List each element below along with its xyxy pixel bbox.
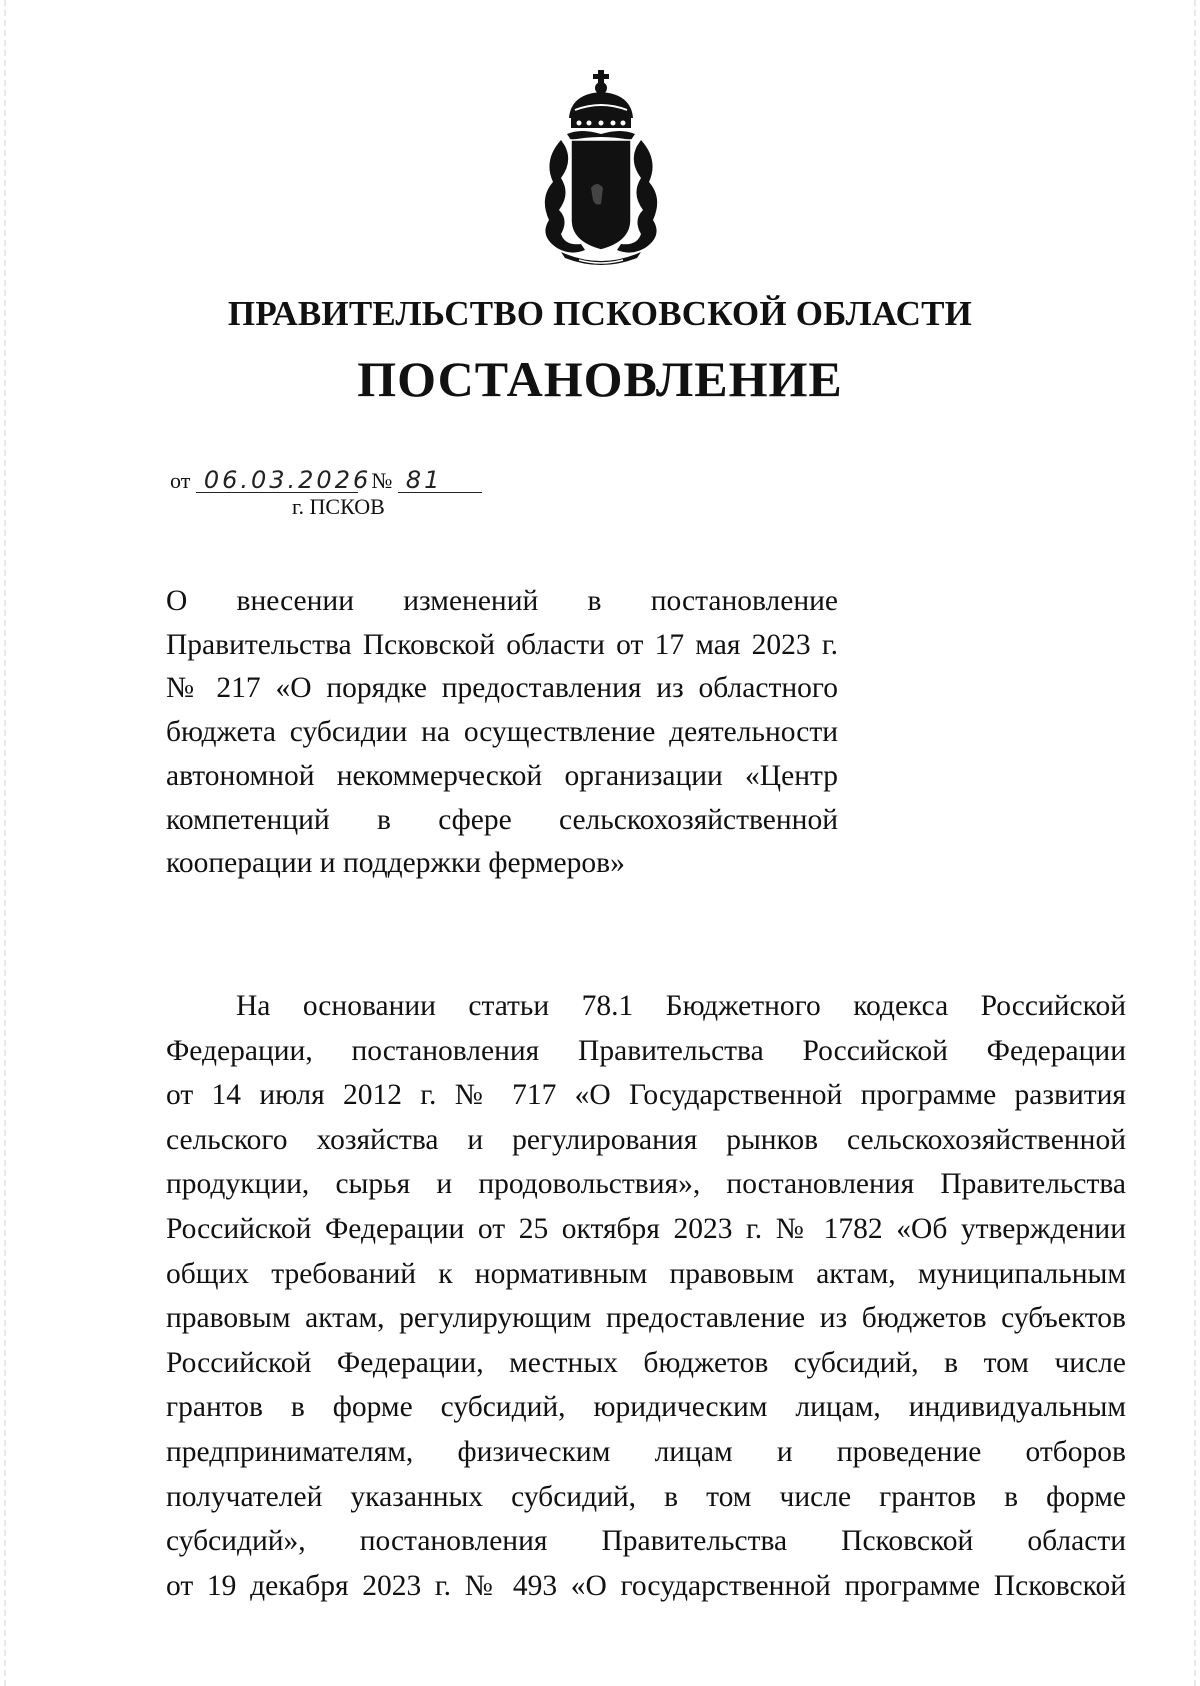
body-line: субсидий», постановления Правительства Псковской области (166, 1525, 1126, 1558)
document-type-title: ПОСТАНОВЛЕНИЕ (357, 351, 843, 407)
subject-line: компетенций в сфере сельскохозяйственной (166, 803, 838, 836)
date-prefix-label: от (170, 468, 191, 493)
document-body (166, 984, 1126, 1608)
body-line: предпринимателям, физическим лицам и проведение отборов (166, 1435, 1126, 1468)
handwritten-number: 81 (398, 468, 482, 493)
subject-line: кооперации и поддержки фермеров» (166, 847, 625, 880)
registration-line (170, 468, 482, 494)
body-line: грантов в форме субсидий, юридическим лицам, индивидуальным (166, 1391, 1126, 1424)
scan-edge-left (4, 0, 6, 1686)
body-line: На основании статьи 78.1 Бюджетного кодекса Российской (236, 990, 1126, 1022)
handwritten-date: 06.03.2026 (196, 468, 358, 493)
body-line: Российской Федерации от 25 октября 2023 г. № 1782 «Об утверждении (166, 1212, 1126, 1245)
subject-line: автономной некоммерческой организации «Центр (166, 759, 838, 792)
body-line: Российской Федерации, местных бюджетов субсидий, в том числе (166, 1346, 1126, 1379)
body-line: правовым актам, регулирующим предоставление из бюджетов субъектов (166, 1302, 1126, 1335)
number-sign-label: № (371, 468, 393, 493)
subject-line: бюджета субсидии на осуществление деятельности (166, 716, 838, 749)
subject-line: Правительства Псковской области от 17 мая 2023 г. (166, 628, 838, 661)
body-line: продукции, сырья и продовольствия», постановления Правительства (166, 1168, 1126, 1201)
body-line: от 19 декабря 2023 г. № 493 «О государственной программе Псковской (166, 1569, 1126, 1602)
body-line: получателей указанных субсидий, в том числе грантов в форме (166, 1480, 1126, 1513)
body-line: от 14 июля 2012 г. № 717 «О Государственной программе развития (166, 1079, 1126, 1112)
subject-line: О внесении изменений в постановление (166, 585, 838, 617)
coat-of-arms-emblem (531, 70, 671, 266)
subject-line: № 217 «О порядке предоставления из областного (166, 672, 838, 705)
document-subject (166, 580, 838, 886)
organization-title: ПРАВИТЕЛЬСТВО ПСКОВСКОЙ ОБЛАСТИ (227, 294, 973, 333)
body-line: общих требований к нормативным правовым актам, муниципальным (166, 1257, 1126, 1290)
city-label: г. ПСКОВ (292, 494, 385, 519)
body-line: сельского хозяйства и регулирования рынков сельскохозяйственной (166, 1123, 1126, 1156)
scan-edge-right (1194, 0, 1196, 1686)
body-line: Федерации, постановления Правительства Российской Федерации (166, 1034, 1126, 1067)
